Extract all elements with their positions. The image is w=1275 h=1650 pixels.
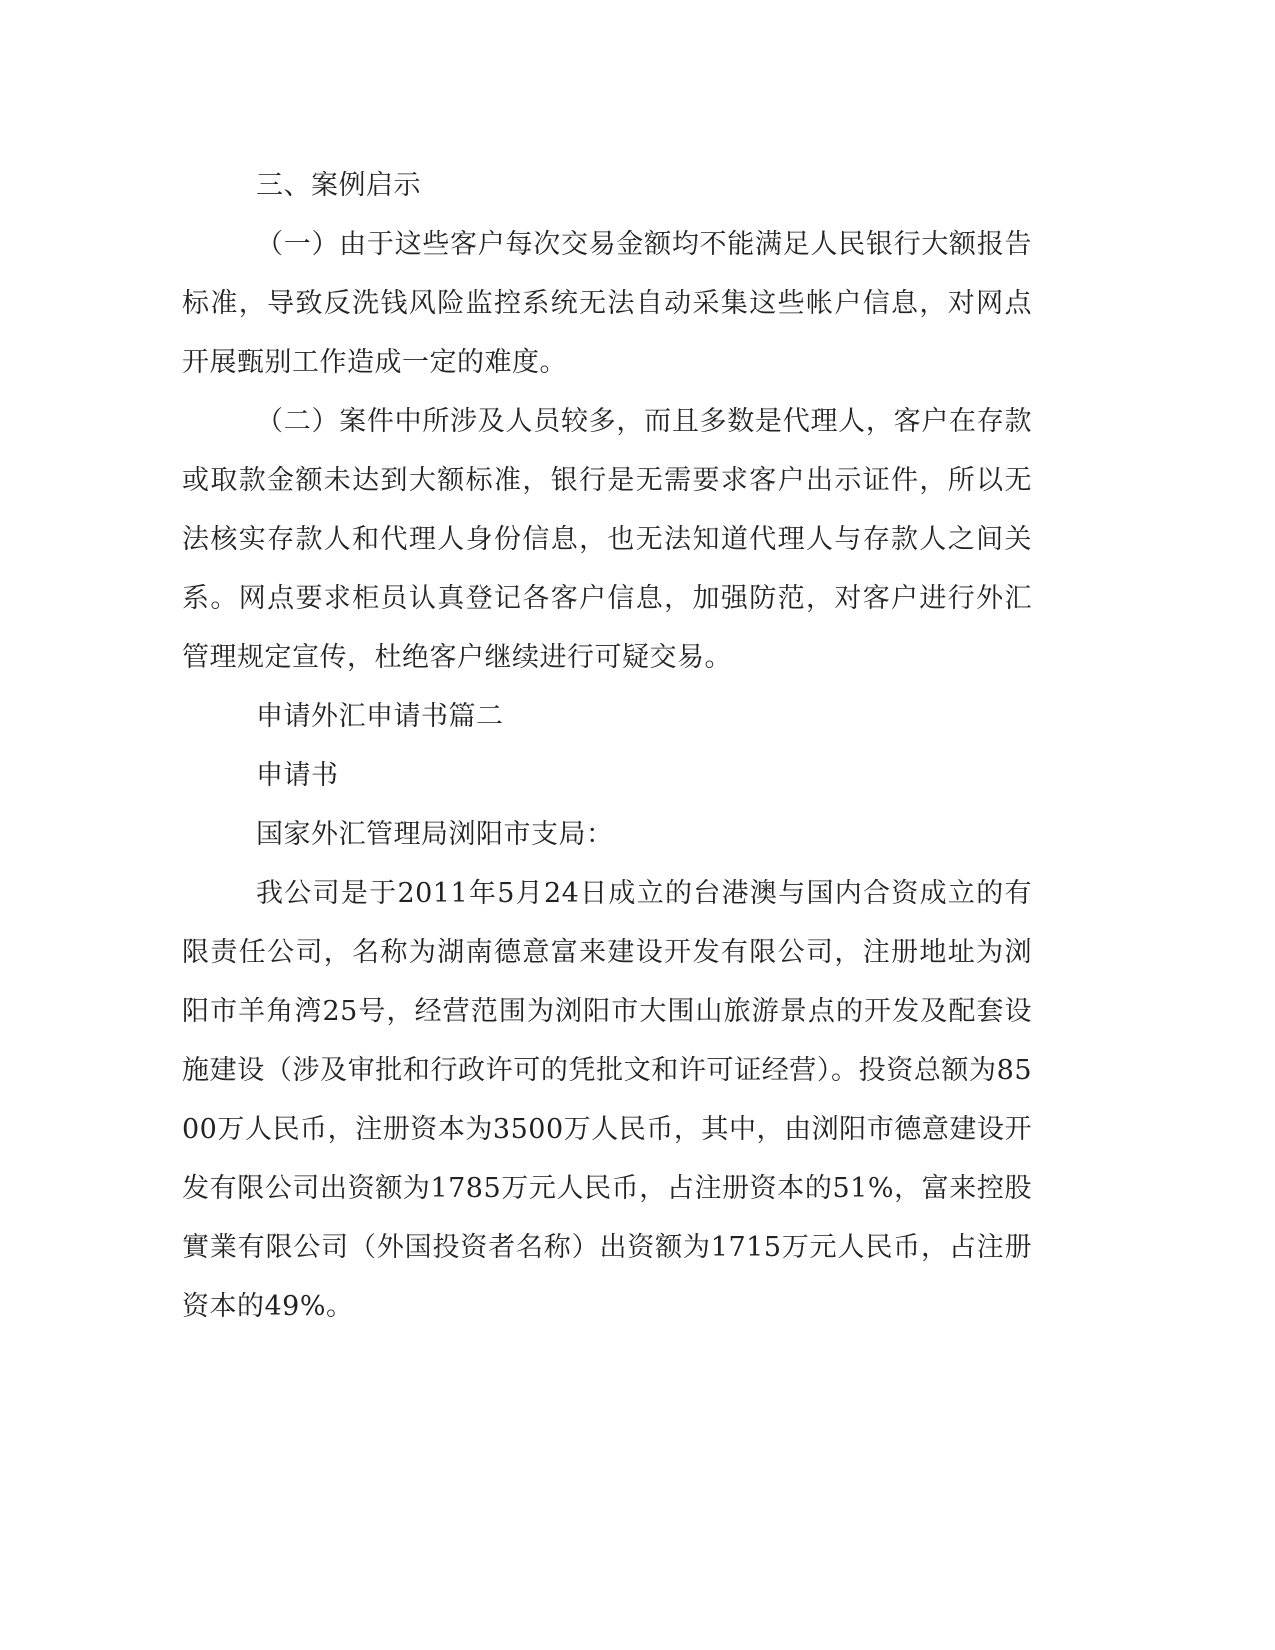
addressee: 国家外汇管理局浏阳市支局： — [256, 819, 614, 850]
document-body — [182, 156, 1032, 1336]
section-heading: 三、案例启示 — [256, 170, 421, 201]
paragraph-two: （二）案件中所涉及人员较多，而且多数是代理人，客户在存款或取款金额未达到大额标准，银行是无需要求客户出示证件，所以无法核实存款人和代理人身份信息，也无法知道代理人与存款人之间关系。网点要求柜员认真登记各客户信息，加强防范，对客户进行外汇管理规定宣传，杜绝客户继续进行可疑交易。 — [182, 406, 1032, 673]
paragraph-one: （一）由于这些客户每次交易金额均不能满足人民银行大额报告标准，导致反洗钱风险监控系统无法自动采集这些帐户信息，对网点开展甄别工作造成一定的难度。 — [182, 229, 1032, 378]
application-body: 我公司是于2011年5月24日成立的台港澳与国内合资成立的有限责任公司，名称为湖南德意富来建设开发有限公司，注册地址为浏阳市羊角湾25号，经营范围为浏阳市大围山旅游景点的开发及配套设施建设（涉及审批和行政许可的凭批文和许可证经营）。投资总额为8500万人民币，注册资本为3500万人民币，其中，由浏阳市德意建设开发有限公司出资额为1785万元人民币，占注册资本的51%，富来控股實業有限公司（外国投资者名称）出资额为1715万元人民币，占注册资本的49%。 — [182, 878, 1032, 1322]
subtitle: 申请外汇申请书篇二 — [256, 701, 504, 732]
document-title: 申请书 — [256, 760, 339, 791]
